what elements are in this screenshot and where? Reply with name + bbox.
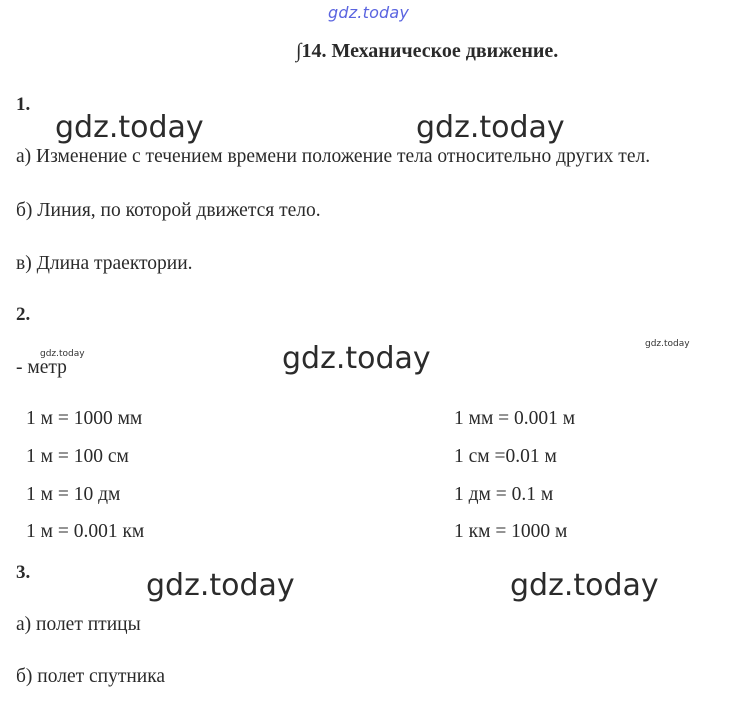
conversion-left: 1 м = 10 дм bbox=[26, 484, 121, 505]
header-watermark: gdz.today bbox=[328, 3, 410, 22]
question-1-answer-a: а) Изменение с течением времени положение тела относительно других тел. bbox=[16, 146, 651, 167]
conversion-left: 1 м = 0.001 км bbox=[26, 521, 145, 542]
question-2-unit: - метр bbox=[16, 357, 67, 378]
question-3-answer-b: б) полет спутника bbox=[16, 666, 166, 687]
question-1-answer-c: в) Длина траектории. bbox=[16, 253, 193, 274]
conversion-left: 1 м = 1000 мм bbox=[26, 408, 143, 429]
conversion-right: 1 дм = 0.1 м bbox=[454, 484, 554, 505]
watermark-big: gdz.today bbox=[510, 568, 659, 603]
watermark-big: gdz.today bbox=[416, 110, 565, 145]
watermark-big: gdz.today bbox=[282, 341, 431, 376]
conversion-right: 1 см =0.01 м bbox=[454, 446, 557, 467]
watermark-small: gdz.today bbox=[645, 339, 690, 349]
watermark-small: gdz.today bbox=[40, 349, 85, 359]
conversion-right: 1 мм = 0.001 м bbox=[454, 408, 576, 429]
conversion-right: 1 км = 1000 м bbox=[454, 521, 568, 542]
question-3-answer-a: а) полет птицы bbox=[16, 614, 141, 635]
conversion-left: 1 м = 100 см bbox=[26, 446, 129, 467]
watermark-big: gdz.today bbox=[55, 110, 204, 145]
question-2-number: 2. bbox=[16, 304, 31, 325]
question-1-answer-b: б) Линия, по которой движется тело. bbox=[16, 200, 321, 221]
page-title: ∫14. Механическое движение. bbox=[296, 40, 559, 62]
watermark-big: gdz.today bbox=[146, 568, 295, 603]
question-1-number: 1. bbox=[16, 94, 31, 115]
question-3-number: 3. bbox=[16, 562, 31, 583]
